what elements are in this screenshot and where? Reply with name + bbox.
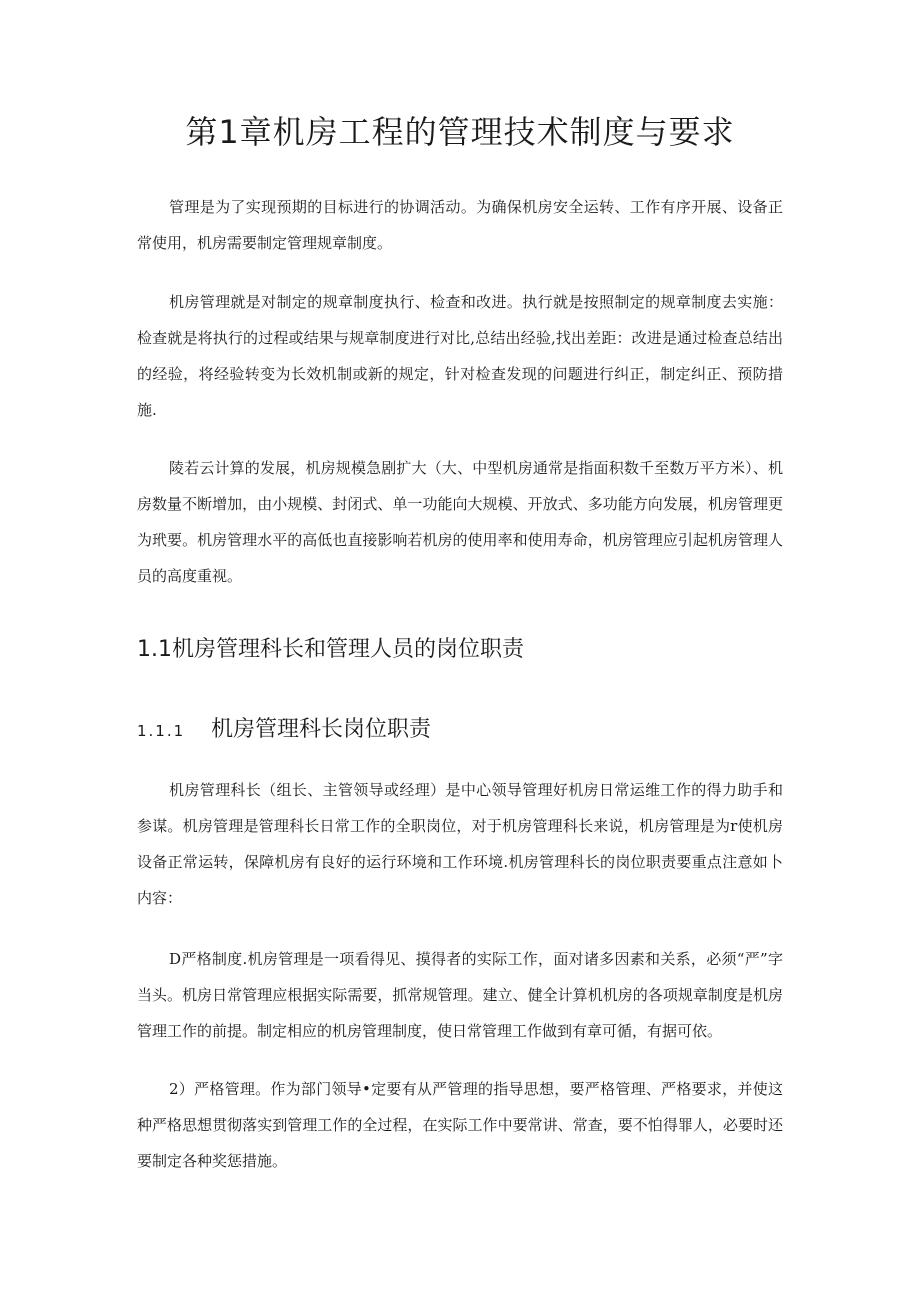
intro-paragraph-1: 管理是为了实现预期的目标进行的协调活动。为确保机房安全运转、工作有序开展、设备正常使用，机房需要制定管理规章制度。	[137, 198, 783, 252]
subsection-heading-1-1-1	[137, 714, 431, 747]
subsection-title: 机房管理科长岗位职责	[211, 717, 432, 742]
subsection-paragraph-2: D严格制度.机房管理是一项看得见、摸得者的实际工作，面对诸多因素和关系，必须“严”字当头。机房日常管理应根据实际需要，抓常规管理。建立、健全计算机机房的各项规章制度是机房管理工作的前提。制定相应的机房管理制度，使日常管理工作做到有章可循，有据可依。	[137, 950, 783, 1040]
chapter-title: 第1章机房工程的管理技术制度与要求	[185, 113, 735, 151]
intro-paragraph-2: 机房管理就是对制定的规章制度执行、检查和改进。执行就是按照制定的规章制度去实施：检查就是将执行的过程或结果与规章制度进行对比,总结出经验,找出差距：改进是通过检查总结出的经验，将经验转变为长效机制或新的规定，针对检查发现的问题进行纠正，制定纠正、预防措施.	[137, 293, 783, 419]
section-heading-1-1: 1.1机房管理科长和管理人员的岗位职责	[137, 637, 524, 662]
intro-paragraph-3: 陵若云计算的发展，机房规模急剧扩大（大、中型机房通常是指面积数千至数万平方米）、机房数量不断增加，由小规模、封闭式、单一功能向大规模、开放式、多功能方向发展，机房管理更为玳要。机房管理水平的高低也直接影响若机房的使用率和使用寿命，机房管理应引起机房管理人员的高度重视。	[137, 459, 783, 585]
subsection-paragraph-1: 机房管理科长（组长、主管领导或经理）是中心领导管理好机房日常运维工作的得力助手和参谋。机房管理是管理科长日常工作的全职岗位，对于机房管理科长来说，机房管理是为r使机房设备正常运转，保障机房有良好的运行环境和工作环境.机房管理科长的岗位职责要重点注意如卜内容：	[137, 781, 783, 907]
subsection-paragraph-3: 2）严格管理。作为部门领导•定要有从严管理的指导思想，要严格管理、严格要求，并使这种严格思想贯彻落实到管理工作的全过程，在实际工作中要常讲、常查，要不怕得罪人，必要时还要制定各种奖惩措施。	[137, 1080, 783, 1170]
subsection-number: 1.1.1	[137, 722, 186, 740]
